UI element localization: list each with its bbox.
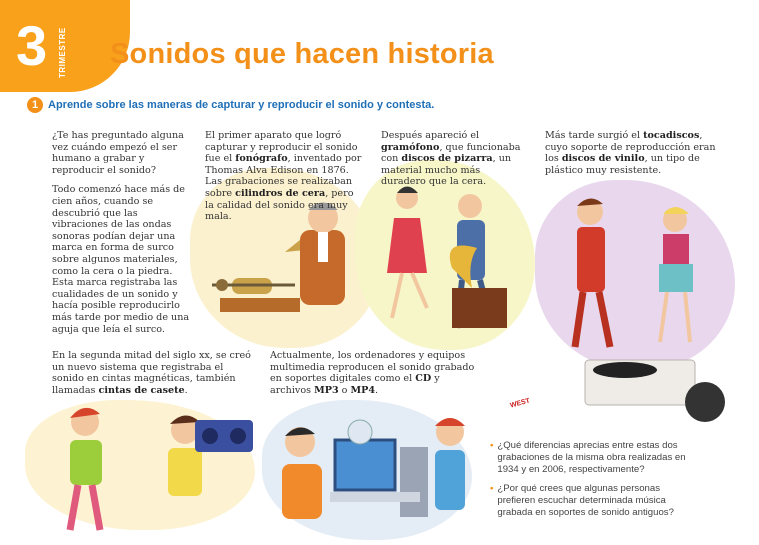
bullet-icon: • <box>490 482 494 494</box>
red-suit <box>577 227 605 292</box>
term-casete: cintas de casete <box>98 384 185 396</box>
questions-list <box>490 440 700 525</box>
unit-number: 3 <box>16 14 48 77</box>
question-1: • ¿Qué diferencias aprecias entre estas dos grabaciones de la misma obra realizadas en 1934 y en 2006, respectivamente? <box>490 440 686 476</box>
casete-text: En la segunda mitad del siglo xx, se creó un nuevo sistema que registraba el sonido en cintas magnéticas, también llamadas cintas de casete. <box>52 350 251 396</box>
term-fonografo: fonógrafo <box>235 153 288 165</box>
fonografo-text: El primer aparato que logró capturar y reproducir el sonido fue el fonógrafo, inventado por Thomas Alva Edison en 1876. Las grabaciones se realizaban sobre cilindros de cera, pero la calidad del sonido era muy mala. <box>205 130 362 223</box>
question-2: • ¿Por qué crees que algunas personas prefieren escuchar determinada música grabada en soportes de sonido antiguos? <box>490 482 674 519</box>
boy-shirt <box>168 448 202 496</box>
intro-text <box>52 130 190 343</box>
term-pizarra: discos de pizarra <box>401 153 493 165</box>
activity-instruction: Aprende sobre las maneras de capturar y reproducir el sonido y contesta. <box>48 99 435 111</box>
tocadiscos-illustration <box>555 192 730 422</box>
record-sleeve-label: WEST <box>509 397 531 410</box>
term-tocadiscos: tocadiscos <box>643 130 700 141</box>
term-mp4: MP4 <box>350 384 376 396</box>
casete-illustration <box>30 400 260 540</box>
activity-number: 1 <box>27 97 43 113</box>
bullet-icon: • <box>490 440 494 451</box>
gramofono-illustration <box>372 178 532 358</box>
term-mp3: MP3 <box>314 384 339 396</box>
term-cilindros: cilindros de cera <box>235 187 326 199</box>
computer-tower <box>400 447 428 517</box>
page-title: Sonidos que hacen historia <box>110 38 494 70</box>
computer-monitor <box>335 440 395 490</box>
boy-shirt <box>282 464 322 519</box>
vinyl-record <box>593 362 657 378</box>
term-vinilo: discos de vinilo <box>561 153 645 165</box>
gramophone-box <box>452 288 507 328</box>
man-head <box>458 194 482 218</box>
intro-question: ¿Te has preguntado alguna vez cuándo empezó el ser humano a grabar y reproducir el sonido? <box>52 130 184 176</box>
term-cd: CD <box>415 373 432 385</box>
digital-text: Actualmente, los ordenadores y equipos multimedia reproducen el sonido grabado en soportes digitales como el CD y archivos MP3 o MP4. <box>270 350 475 396</box>
keyboard <box>330 492 420 502</box>
woman-skirt <box>659 264 693 292</box>
spare-record <box>685 382 725 422</box>
gramofono-text: Después apareció el gramófono, que funcionaba con discos de pizarra, un material mucho más duradero que la cera. <box>381 130 521 188</box>
girl-top <box>70 440 102 485</box>
dancer-dress <box>387 218 427 273</box>
term-gramofono: gramófono <box>381 141 440 153</box>
cd-disc <box>348 420 372 444</box>
phonograph-base <box>220 298 300 312</box>
tocadiscos-text: Más tarde surgió el tocadiscos, cuyo soporte de reproducción eran los discos de vinilo, un tipo de plástico muy resistente. <box>545 130 716 176</box>
digital-illustration <box>270 412 480 542</box>
girl-overalls <box>435 450 465 510</box>
intro-explanation: Todo comenzó hace más de cien años, cuando se descubrió que las vibraciones de las ondas sonoras podían dejar una marca en forma de surco sobre algunos materiales, como la cera o la piedra. Esta marca registraba las cualidades de un sonido y hacía posible reproducirlo más tarde por medio de una aguja que leía el surco. <box>52 184 190 335</box>
unit-label: TRIMESTRE <box>58 27 67 78</box>
